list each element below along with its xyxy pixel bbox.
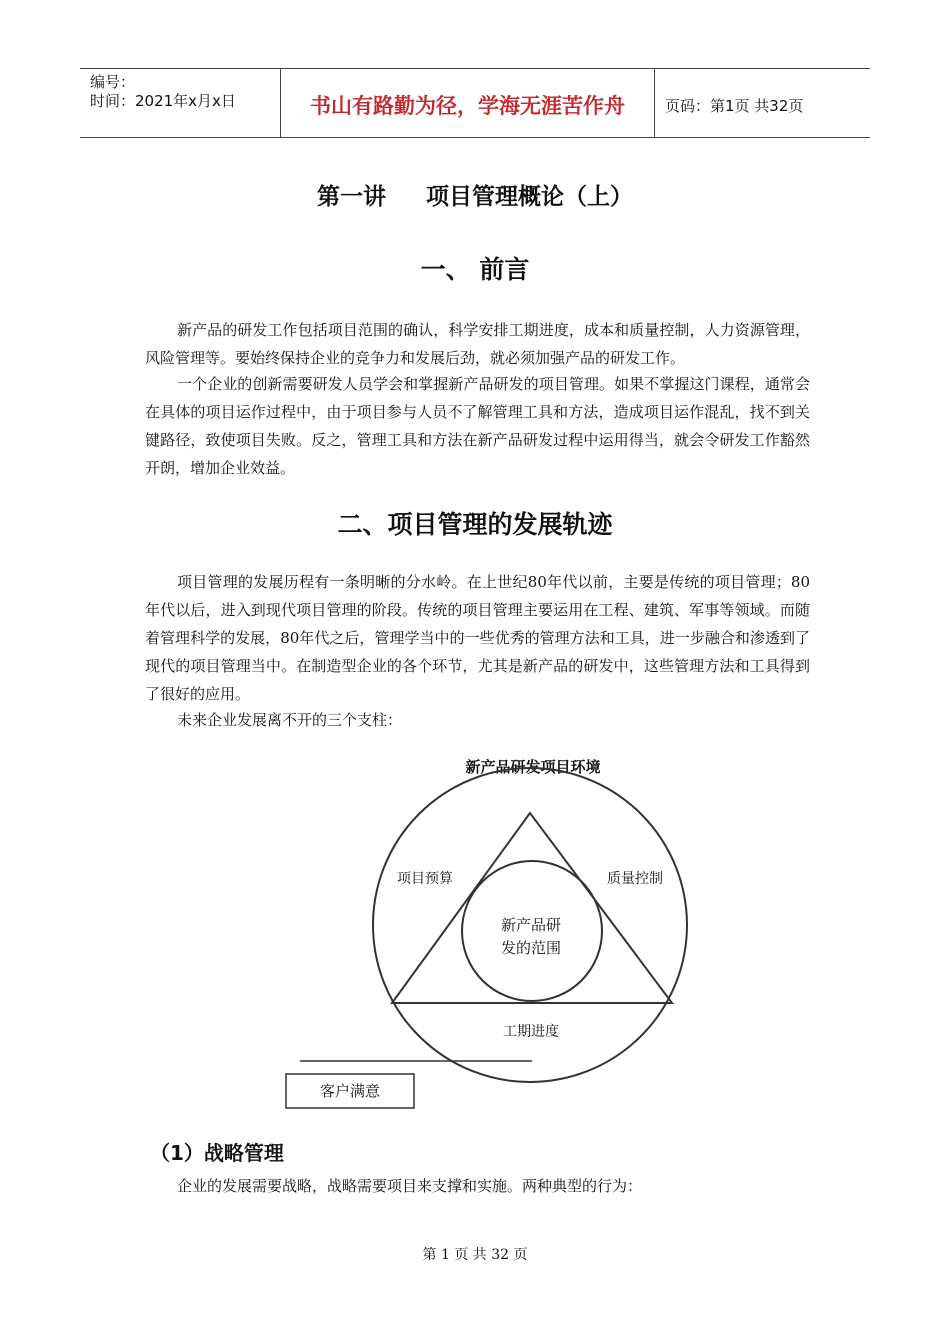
label-center-line1: 新产品研 bbox=[500, 916, 562, 934]
label-quality: 质量控制 bbox=[607, 871, 663, 887]
section1-paragraph-1: 新产品的研发工作包括项目范围的确认，科学安排工期进度，成本和质量控制，人力资源管理，风险管理等。要始终保持企业的竞争力和发展后劲，就必须加强产品的研发工作。 bbox=[145, 321, 810, 367]
section1-title: 一、 前言 bbox=[420, 255, 530, 284]
header-number-label: 编号： bbox=[90, 73, 136, 91]
label-center-line2: 发的范围 bbox=[500, 939, 562, 957]
project-environment-diagram bbox=[280, 745, 700, 1115]
label-customer: 客户满意 bbox=[319, 1082, 381, 1100]
header-info-cell bbox=[80, 69, 280, 137]
page-header bbox=[80, 68, 870, 138]
section1-paragraph-2: 一个企业的创新需要研发人员学会和掌握新产品研发的项目管理。如果不掌握这门课程，通常会在具体的项目运作过程中，由于项目参与人员不了解管理工具和方法，造成项目运作混乱，找不到关键路径，致使项目失败。反之，管理工具和方法在新产品研发过程中运用得当，就会令研发工作豁然开朗，增加企业效益。 bbox=[145, 375, 810, 477]
diagram-title: 新产品研发项目环境 bbox=[465, 758, 601, 776]
header-time-label: 时间：2021年x月x日 bbox=[90, 92, 236, 110]
triangle-shape bbox=[392, 813, 672, 1003]
lecture-title bbox=[0, 178, 950, 211]
section2-title: 二、项目管理的发展轨迹 bbox=[337, 510, 613, 539]
label-budget: 项目预算 bbox=[397, 871, 453, 887]
label-schedule: 工期进度 bbox=[503, 1024, 559, 1040]
section2-paragraph-2: 未来企业发展离不开的三个支柱： bbox=[177, 711, 403, 729]
subsection1-title: （1）战略管理 bbox=[150, 1141, 284, 1165]
header-motto: 书山有路勤为径，学海无涯苦作舟 bbox=[280, 69, 655, 137]
lecture-title-number: 第一讲 bbox=[317, 184, 386, 210]
subsection1-paragraph-1: 企业的发展需要战略，战略需要项目来支撑和实施。两种典型的行为： bbox=[177, 1177, 643, 1195]
lecture-title-topic: 项目管理概论（上） bbox=[426, 184, 633, 210]
header-page-code: 页码：第1页 共32页 bbox=[665, 96, 804, 115]
page-footer: 第 1 页 共 32 页 bbox=[422, 1247, 528, 1263]
section2-paragraph-1: 项目管理的发展历程有一条明晰的分水岭。在上世纪80年代以前，主要是传统的项目管理；80年代以后，进入到现代项目管理的阶段。传统的项目管理主要运用在工程、建筑、军事等领域。而随着管理科学的发展，80年代之后，管理学当中的一些优秀的管理方法和工具，进一步融合和渗透到了现代的项目管理当中。在制造型企业的各个环节，尤其是新产品的研发中，这些管理方法和工具得到了很好的应用。 bbox=[145, 573, 810, 703]
